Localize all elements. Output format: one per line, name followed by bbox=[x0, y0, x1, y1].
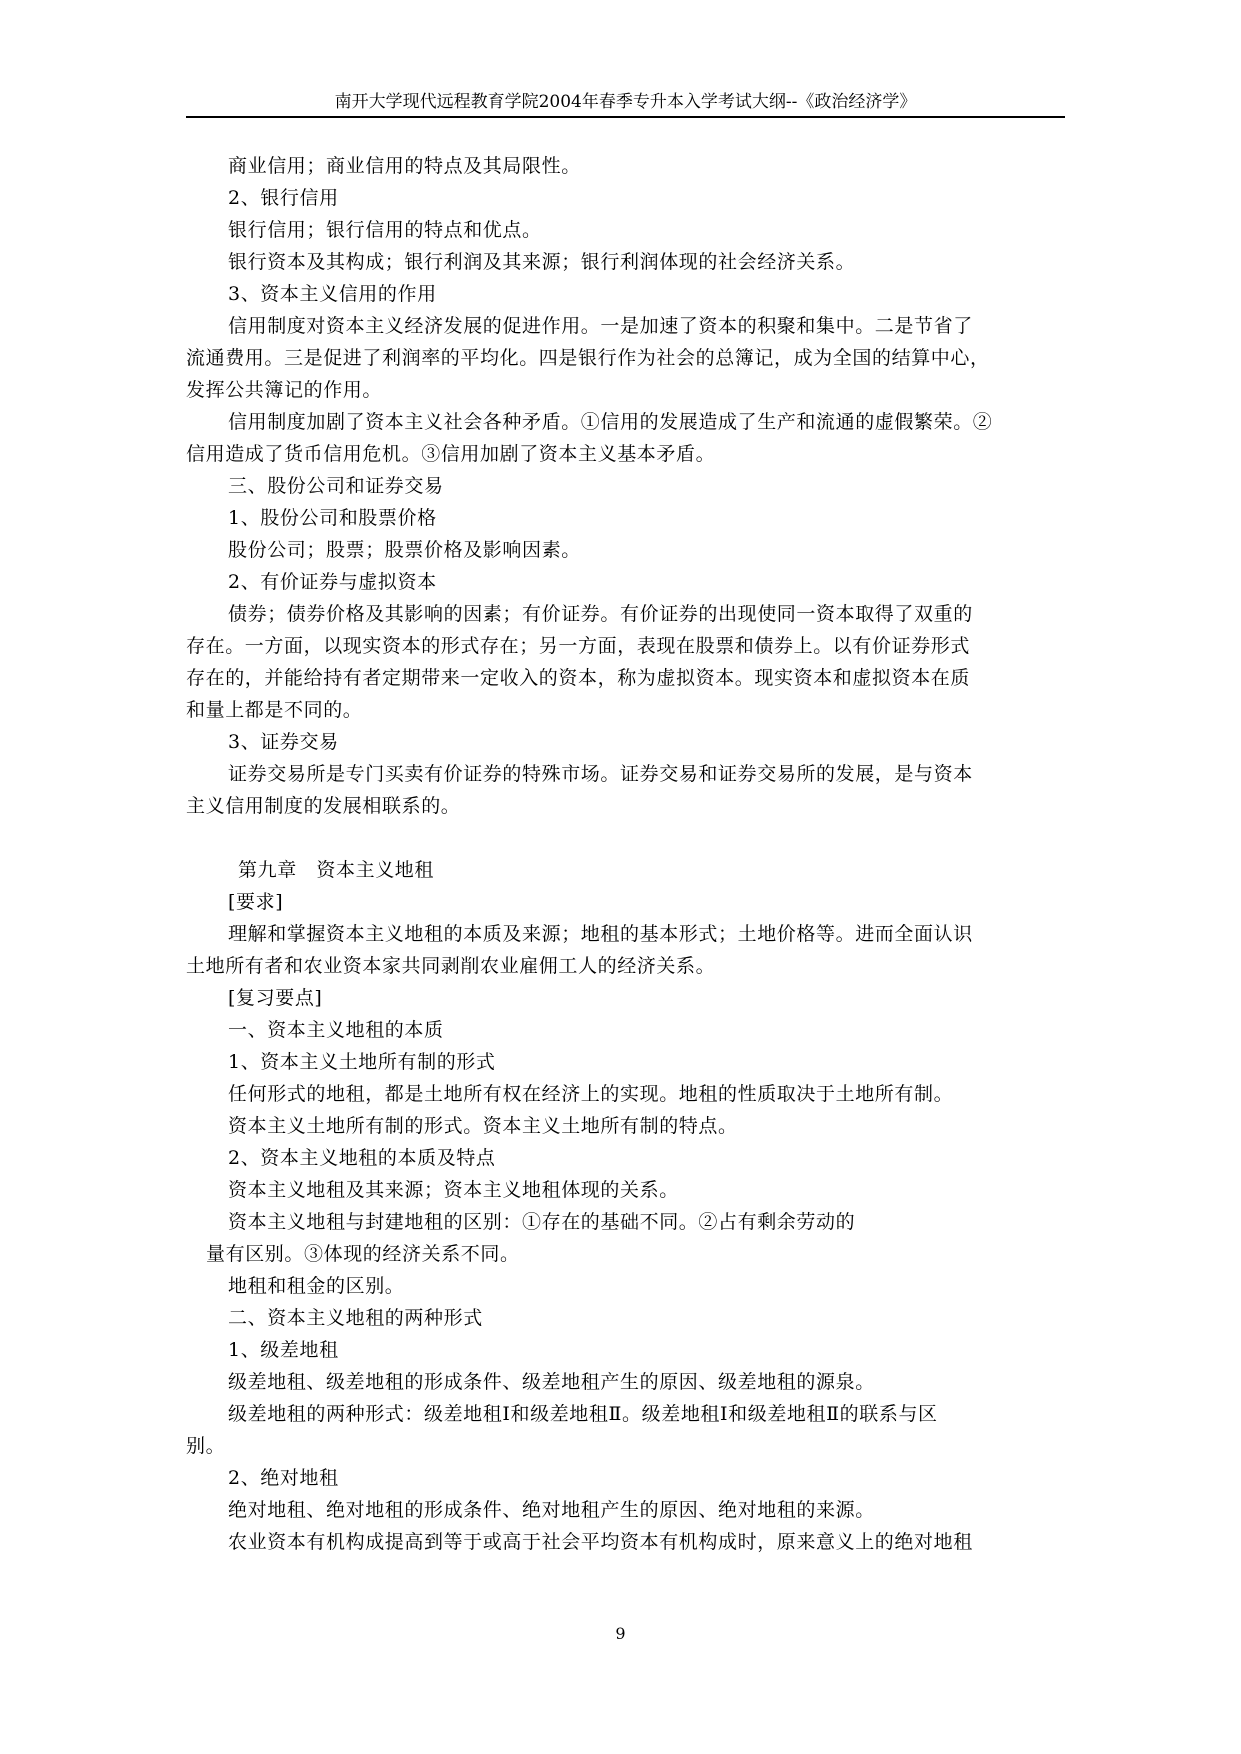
text-line: 信用制度对资本主义经济发展的促进作用。一是加速了资本的积聚和集中。二是节省了 bbox=[228, 315, 973, 337]
section-heading: 2、银行信用 bbox=[228, 187, 339, 209]
section-heading: 2、有价证券与虚拟资本 bbox=[228, 571, 437, 593]
text-line: 债券；债券价格及其影响的因素；有价证券。有价证券的出现使同一资本取得了双重的 bbox=[228, 603, 973, 625]
blank-line bbox=[186, 822, 1066, 854]
text-line: 和量上都是不同的。 bbox=[186, 699, 363, 721]
section-heading: 一、资本主义地租的本质 bbox=[228, 1019, 444, 1041]
text-line: 流通费用。三是促进了利润率的平均化。四是银行作为社会的总簿记，成为全国的结算中心， bbox=[186, 347, 990, 369]
section-heading: 1、资本主义土地所有制的形式 bbox=[228, 1051, 496, 1073]
section-heading: 三、股份公司和证券交易 bbox=[228, 475, 444, 497]
text-line: 商业信用；商业信用的特点及其局限性。 bbox=[228, 155, 581, 177]
text-line: 资本主义地租与封建地租的区别：①存在的基础不同。②占有剩余劳动的 bbox=[228, 1211, 856, 1233]
page-header: 南开大学现代远程教育学院2004年春季专升本入学考试大纲--《政治经济学》 bbox=[334, 92, 917, 112]
text-line: 存在。一方面，以现实资本的形式存在；另一方面，表现在股票和债券上。以有价证券形式 bbox=[186, 635, 971, 657]
text-line: 量有区别。③体现的经济关系不同。 bbox=[206, 1243, 520, 1265]
section-heading: 3、资本主义信用的作用 bbox=[228, 283, 437, 305]
text-line: 绝对地租、绝对地租的形成条件、绝对地租产生的原因、绝对地租的来源。 bbox=[228, 1499, 875, 1521]
text-line: 主义信用制度的发展相联系的。 bbox=[186, 795, 461, 817]
text-line: 级差地租、级差地租的形成条件、级差地租产生的原因、级差地租的源泉。 bbox=[228, 1371, 875, 1393]
section-heading: 3、证券交易 bbox=[228, 731, 339, 753]
header-rule bbox=[186, 116, 1065, 118]
text-line: 级差地租的两种形式：级差地租Ⅰ和级差地租Ⅱ。级差地租Ⅰ和级差地租Ⅱ的联系与区 bbox=[228, 1403, 938, 1425]
text-line: 银行信用；银行信用的特点和优点。 bbox=[228, 219, 542, 241]
section-heading: [复习要点] bbox=[228, 987, 323, 1009]
chapter-title: 第九章 资本主义地租 bbox=[238, 859, 435, 881]
text-line: 存在的，并能给持有者定期带来一定收入的资本，称为虚拟资本。现实资本和虚拟资本在质 bbox=[186, 667, 971, 689]
text-line: 农业资本有机构成提高到等于或高于社会平均资本有机构成时，原来意义上的绝对地租 bbox=[228, 1531, 973, 1553]
text-line: 信用造成了货币信用危机。③信用加剧了资本主义基本矛盾。 bbox=[186, 443, 716, 465]
text-line: 发挥公共簿记的作用。 bbox=[186, 379, 383, 401]
text-line: 土地所有者和农业资本家共同剥削农业雇佣工人的经济关系。 bbox=[186, 955, 716, 977]
section-heading: 二、资本主义地租的两种形式 bbox=[228, 1307, 483, 1329]
section-heading: 2、绝对地租 bbox=[228, 1467, 339, 1489]
section-heading: 1、股份公司和股票价格 bbox=[228, 507, 437, 529]
text-line: 信用制度加剧了资本主义社会各种矛盾。①信用的发展造成了生产和流通的虚假繁荣。② bbox=[228, 411, 993, 433]
text-line: 别。 bbox=[186, 1435, 226, 1457]
section-heading: 2、资本主义地租的本质及特点 bbox=[228, 1147, 496, 1169]
text-line: 理解和掌握资本主义地租的本质及来源；地租的基本形式；土地价格等。进而全面认识 bbox=[228, 923, 973, 945]
text-line: 银行资本及其构成；银行利润及其来源；银行利润体现的社会经济关系。 bbox=[228, 251, 856, 273]
text-line: 证券交易所是专门买卖有价证券的特殊市场。证券交易和证券交易所的发展，是与资本 bbox=[228, 763, 973, 785]
document-body bbox=[186, 150, 1066, 1558]
section-heading: 1、级差地租 bbox=[228, 1339, 339, 1361]
page-number: 9 bbox=[615, 1624, 626, 1643]
section-heading: [要求] bbox=[228, 891, 284, 913]
text-line: 资本主义地租及其来源；资本主义地租体现的关系。 bbox=[228, 1179, 679, 1201]
text-line: 任何形式的地租，都是土地所有权在经济上的实现。地租的性质取决于土地所有制。 bbox=[228, 1083, 954, 1105]
text-line: 股份公司；股票；股票价格及影响因素。 bbox=[228, 539, 581, 561]
text-line: 地租和租金的区别。 bbox=[228, 1275, 405, 1297]
text-line: 资本主义土地所有制的形式。资本主义土地所有制的特点。 bbox=[228, 1115, 738, 1137]
